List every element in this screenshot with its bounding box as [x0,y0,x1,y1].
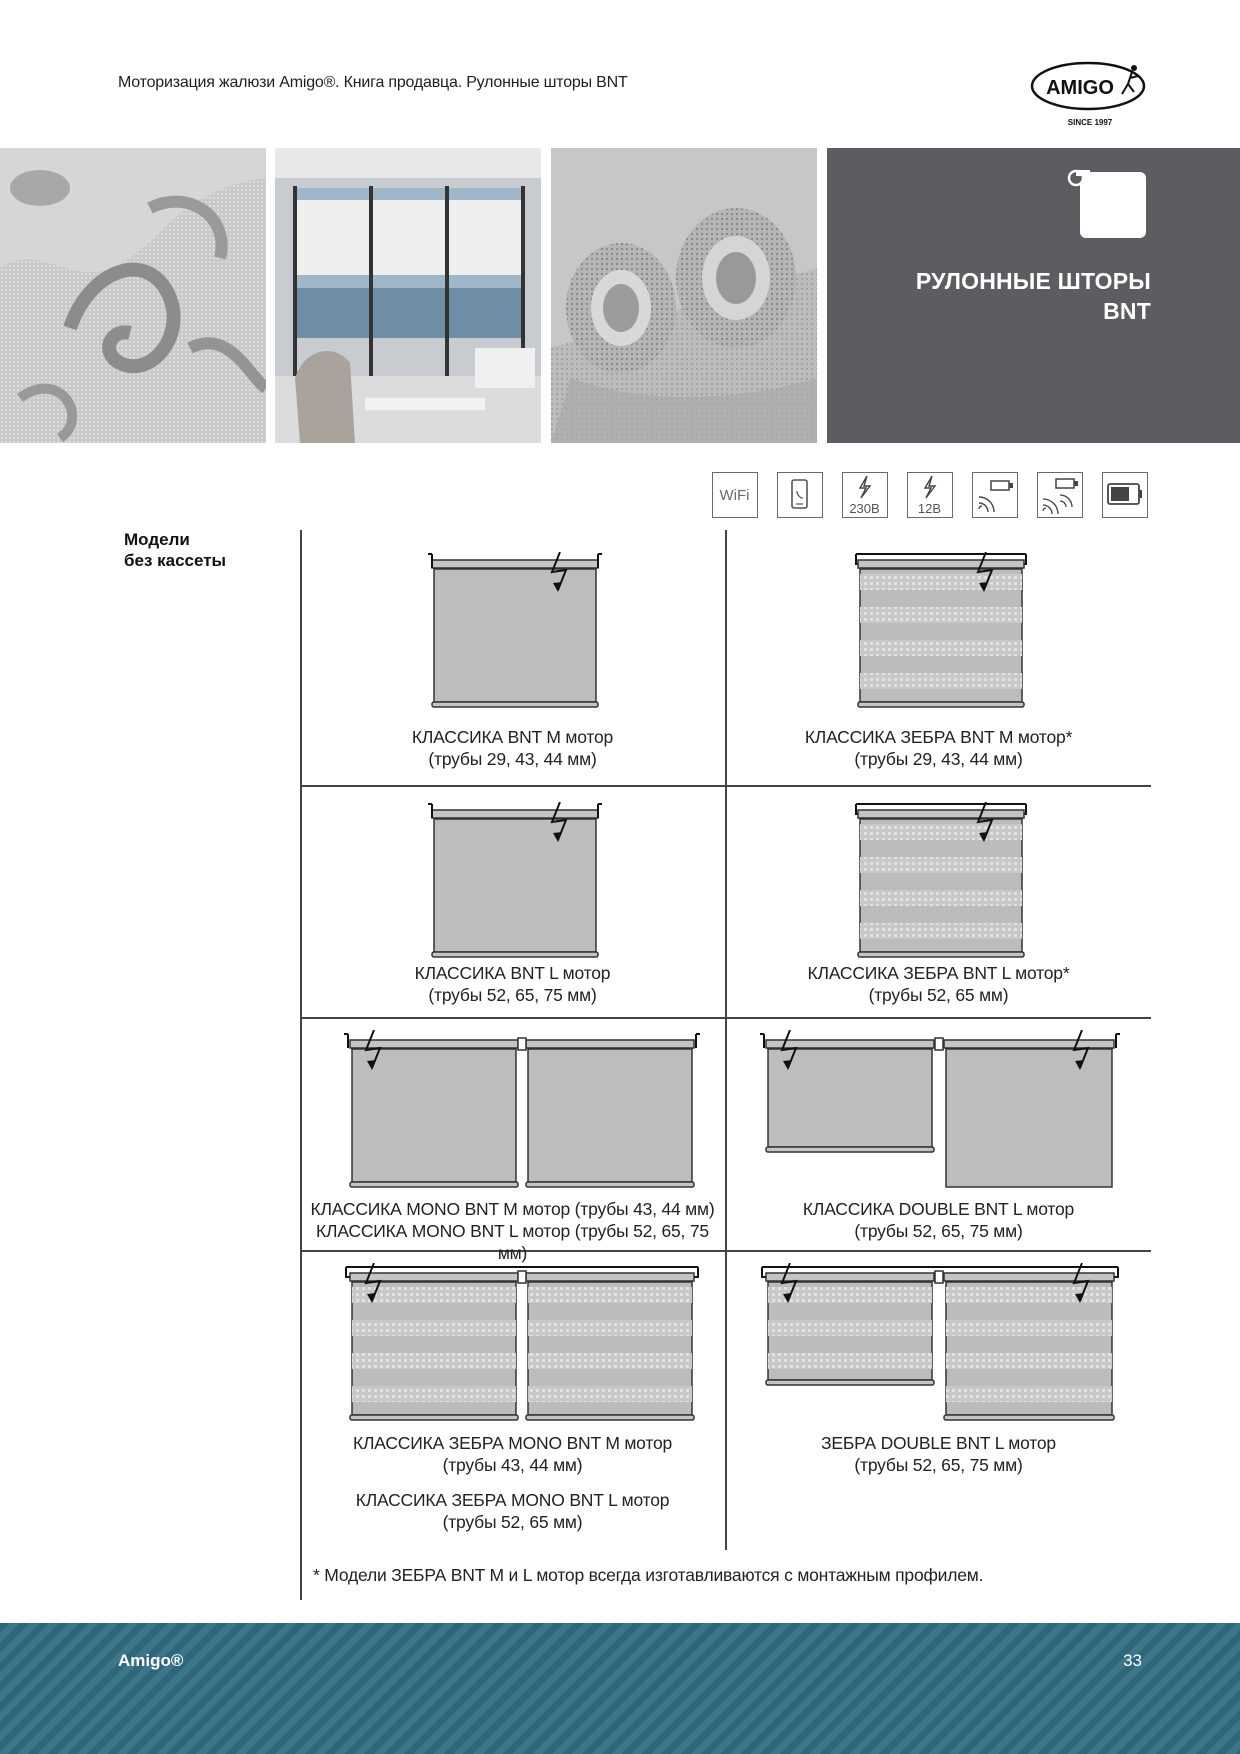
model-caption-line1: КЛАССИКА ЗЕБРА BNT L мотор* [807,963,1070,983]
footer [0,1623,1240,1754]
svg-text:12В: 12В [917,501,942,516]
model-cell [726,1251,1151,1551]
model-cell [300,1018,725,1263]
fabric-rolls-photo [551,148,817,443]
model-caption-line1: КЛАССИКА ЗЕБРА MONO BNT M мотор [352,1433,673,1453]
footer-brand: Amigo® [118,1651,184,1670]
page-number: 33 [1123,1651,1142,1670]
model-cell [300,1251,725,1551]
radio-motor-multi-icon [1037,472,1083,518]
model-caption-line1: КЛАССИКА BNT M мотор [411,727,614,747]
model-cell [726,530,1151,785]
model-caption-line2: КЛАССИКА MONO BNT L мотор (трубы 52, 65, 75 мм) [316,1221,709,1263]
window-roller-blinds-photo [275,148,541,443]
model-caption-line2: (трубы 52, 65, 75 мм) [854,1221,1023,1241]
model-caption-line2: (трубы 52, 65, 75 мм) [854,1455,1023,1475]
title-line2: BNT [1103,298,1151,324]
roller-blind-icon [1067,168,1147,240]
model-caption-line1: КЛАССИКА DOUBLE BNT L мотор [802,1199,1075,1219]
model-caption-line1: ЗЕБРА DOUBLE BNT L мотор [821,1433,1056,1453]
model-caption-line2: (трубы 43, 44 мм) [442,1455,583,1475]
smartphone-icon [777,472,823,518]
model-caption-line1: КЛАССИКА MONO BNT M мотор (трубы 43, 44 мм) [310,1199,715,1219]
model-cell [726,786,1151,1017]
amigo-logo [1030,56,1154,130]
model-caption-line4: (трубы 52, 65 мм) [442,1512,583,1532]
model-caption-line2: (трубы 52, 65, 75 мм) [428,985,597,1005]
models-grid [300,530,1151,1600]
model-caption-line2: (трубы 29, 43, 44 мм) [428,749,597,769]
model-caption-line3: КЛАССИКА ЗЕБРА MONO BNT L мотор [355,1490,670,1510]
title-line1: РУЛОННЫЕ ШТОРЫ [915,268,1151,294]
model-caption-line2: (трубы 52, 65 мм) [868,985,1009,1005]
model-caption-line1: КЛАССИКА ЗЕБРА BNT M мотор* [804,727,1073,747]
svg-text:AMIGO: AMIGO [1046,77,1114,99]
svg-text:SINCE 1997: SINCE 1997 [1067,118,1113,127]
section-title: Модели без кассеты [124,530,227,570]
header-text: Моторизация жалюзи Amigo®. Книга продавца. Рулонные шторы BNT [118,74,628,91]
model-caption-line1: КЛАССИКА BNT L мотор [414,963,611,983]
svg-text:230В: 230В [849,501,880,516]
wifi-icon [712,472,758,518]
model-cell [726,1018,1151,1250]
title-panel [827,148,1240,443]
svg-text:WiFi: WiFi [719,487,750,504]
power-230v-icon [842,472,888,518]
model-cell [300,786,725,1017]
damask-fabric-photo [0,148,266,443]
footnote: * Модели ЗЕБРА BNT M и L мотор всегда изготавливаются с монтажным профилем. [313,1565,984,1585]
model-cell [300,530,725,785]
battery-icon [1102,472,1148,518]
radio-motor-icon [972,472,1018,518]
power-12v-icon [907,472,953,518]
model-caption-line2: (трубы 29, 43, 44 мм) [854,749,1023,769]
